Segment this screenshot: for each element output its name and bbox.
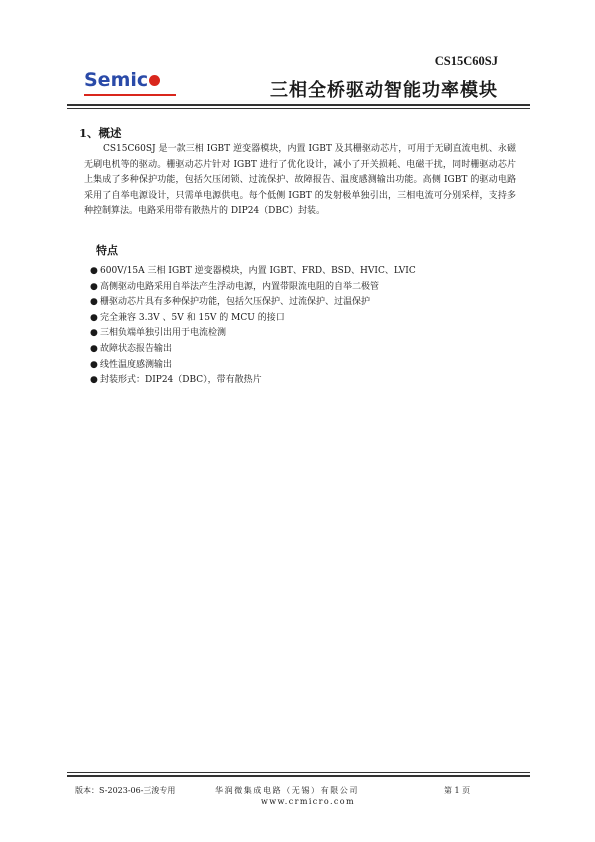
bullet-icon: ● — [90, 312, 98, 323]
feature-text: 栅驱动芯片具有多种保护功能，包括欠压保护、过流保护、过温保护 — [100, 297, 371, 308]
header-rule-thick — [67, 104, 530, 106]
feature-list — [90, 264, 510, 389]
bullet-icon: ● — [90, 375, 98, 386]
footer-rule-thin — [67, 772, 530, 773]
footer-page-number: 第 1 页 — [444, 786, 471, 795]
footer-website: www.crmicro.com — [261, 797, 355, 806]
feature-text: 封装形式：DIP24（DBC），带有散热片 — [100, 375, 262, 386]
section-heading: 1、概述 — [79, 126, 122, 140]
feature-text: 三相负端单独引出用于电流检测 — [100, 328, 227, 339]
list-item — [90, 295, 510, 311]
document-title: 三相全桥驱动智能功率模块 — [270, 80, 498, 101]
list-item — [90, 358, 510, 374]
list-item — [90, 373, 510, 389]
bullet-icon: ● — [90, 359, 98, 370]
list-item — [90, 280, 510, 296]
bullet-icon: ● — [90, 297, 98, 308]
bullet-icon: ● — [90, 343, 98, 354]
features-heading: 特点 — [96, 244, 118, 257]
logo-text: Semic — [84, 69, 149, 91]
bullet-icon: ● — [90, 328, 98, 339]
list-item — [90, 311, 510, 327]
list-item — [90, 326, 510, 342]
list-item — [90, 264, 510, 280]
footer-rule-thick — [67, 775, 530, 777]
part-number: CS15C60SJ — [434, 54, 498, 68]
list-item — [90, 342, 510, 358]
feature-text: 600V/15A 三相 IGBT 逆变器模块，内置 IGBT、FRD、BSD、HVIC、LVIC — [100, 266, 416, 276]
header-rule-thin — [67, 108, 530, 109]
feature-text: 线性温度感测输出 — [100, 359, 173, 370]
footer-company: 华润微集成电路（无锡）有限公司 — [215, 786, 359, 795]
intro-paragraph: CS15C60SJ 是一款三相 IGBT 逆变器模块，内置 IGBT 及其栅驱动芯片，可用于无刷直流电机、永磁无刷电机等的驱动。栅驱动芯片针对 IGBT 进行了优化设计，减小了开关损耗、电磁干扰，同时栅驱动芯片上集成了多种保护功能，包括欠压闭锁、过流保护、故障报告、温度感测输出功能。高侧 IGBT 的驱动电路采用了自举电源设计，只需单电源供电。每个低侧 IGBT 的发射极单独引出，三相电流可分别采样，支持多种控制算法。电路采用带有散热片的 DIP24（DBC）封装。 — [84, 144, 516, 217]
feature-text: 故障状态报告输出 — [100, 343, 173, 354]
footer-version: 版本：S-2023-06-三浚专用 — [75, 786, 176, 795]
logo-dot-icon — [149, 75, 160, 86]
bullet-icon: ● — [90, 266, 98, 276]
feature-text: 高侧驱动电路采用自举法产生浮动电源，内置带限流电阻的自举二极管 — [100, 281, 380, 292]
feature-text: 完全兼容 3.3V 、5V 和 15V 的 MCU 的接口 — [100, 312, 285, 323]
company-logo — [84, 70, 160, 90]
logo-underline — [84, 94, 176, 96]
bullet-icon: ● — [90, 281, 98, 292]
